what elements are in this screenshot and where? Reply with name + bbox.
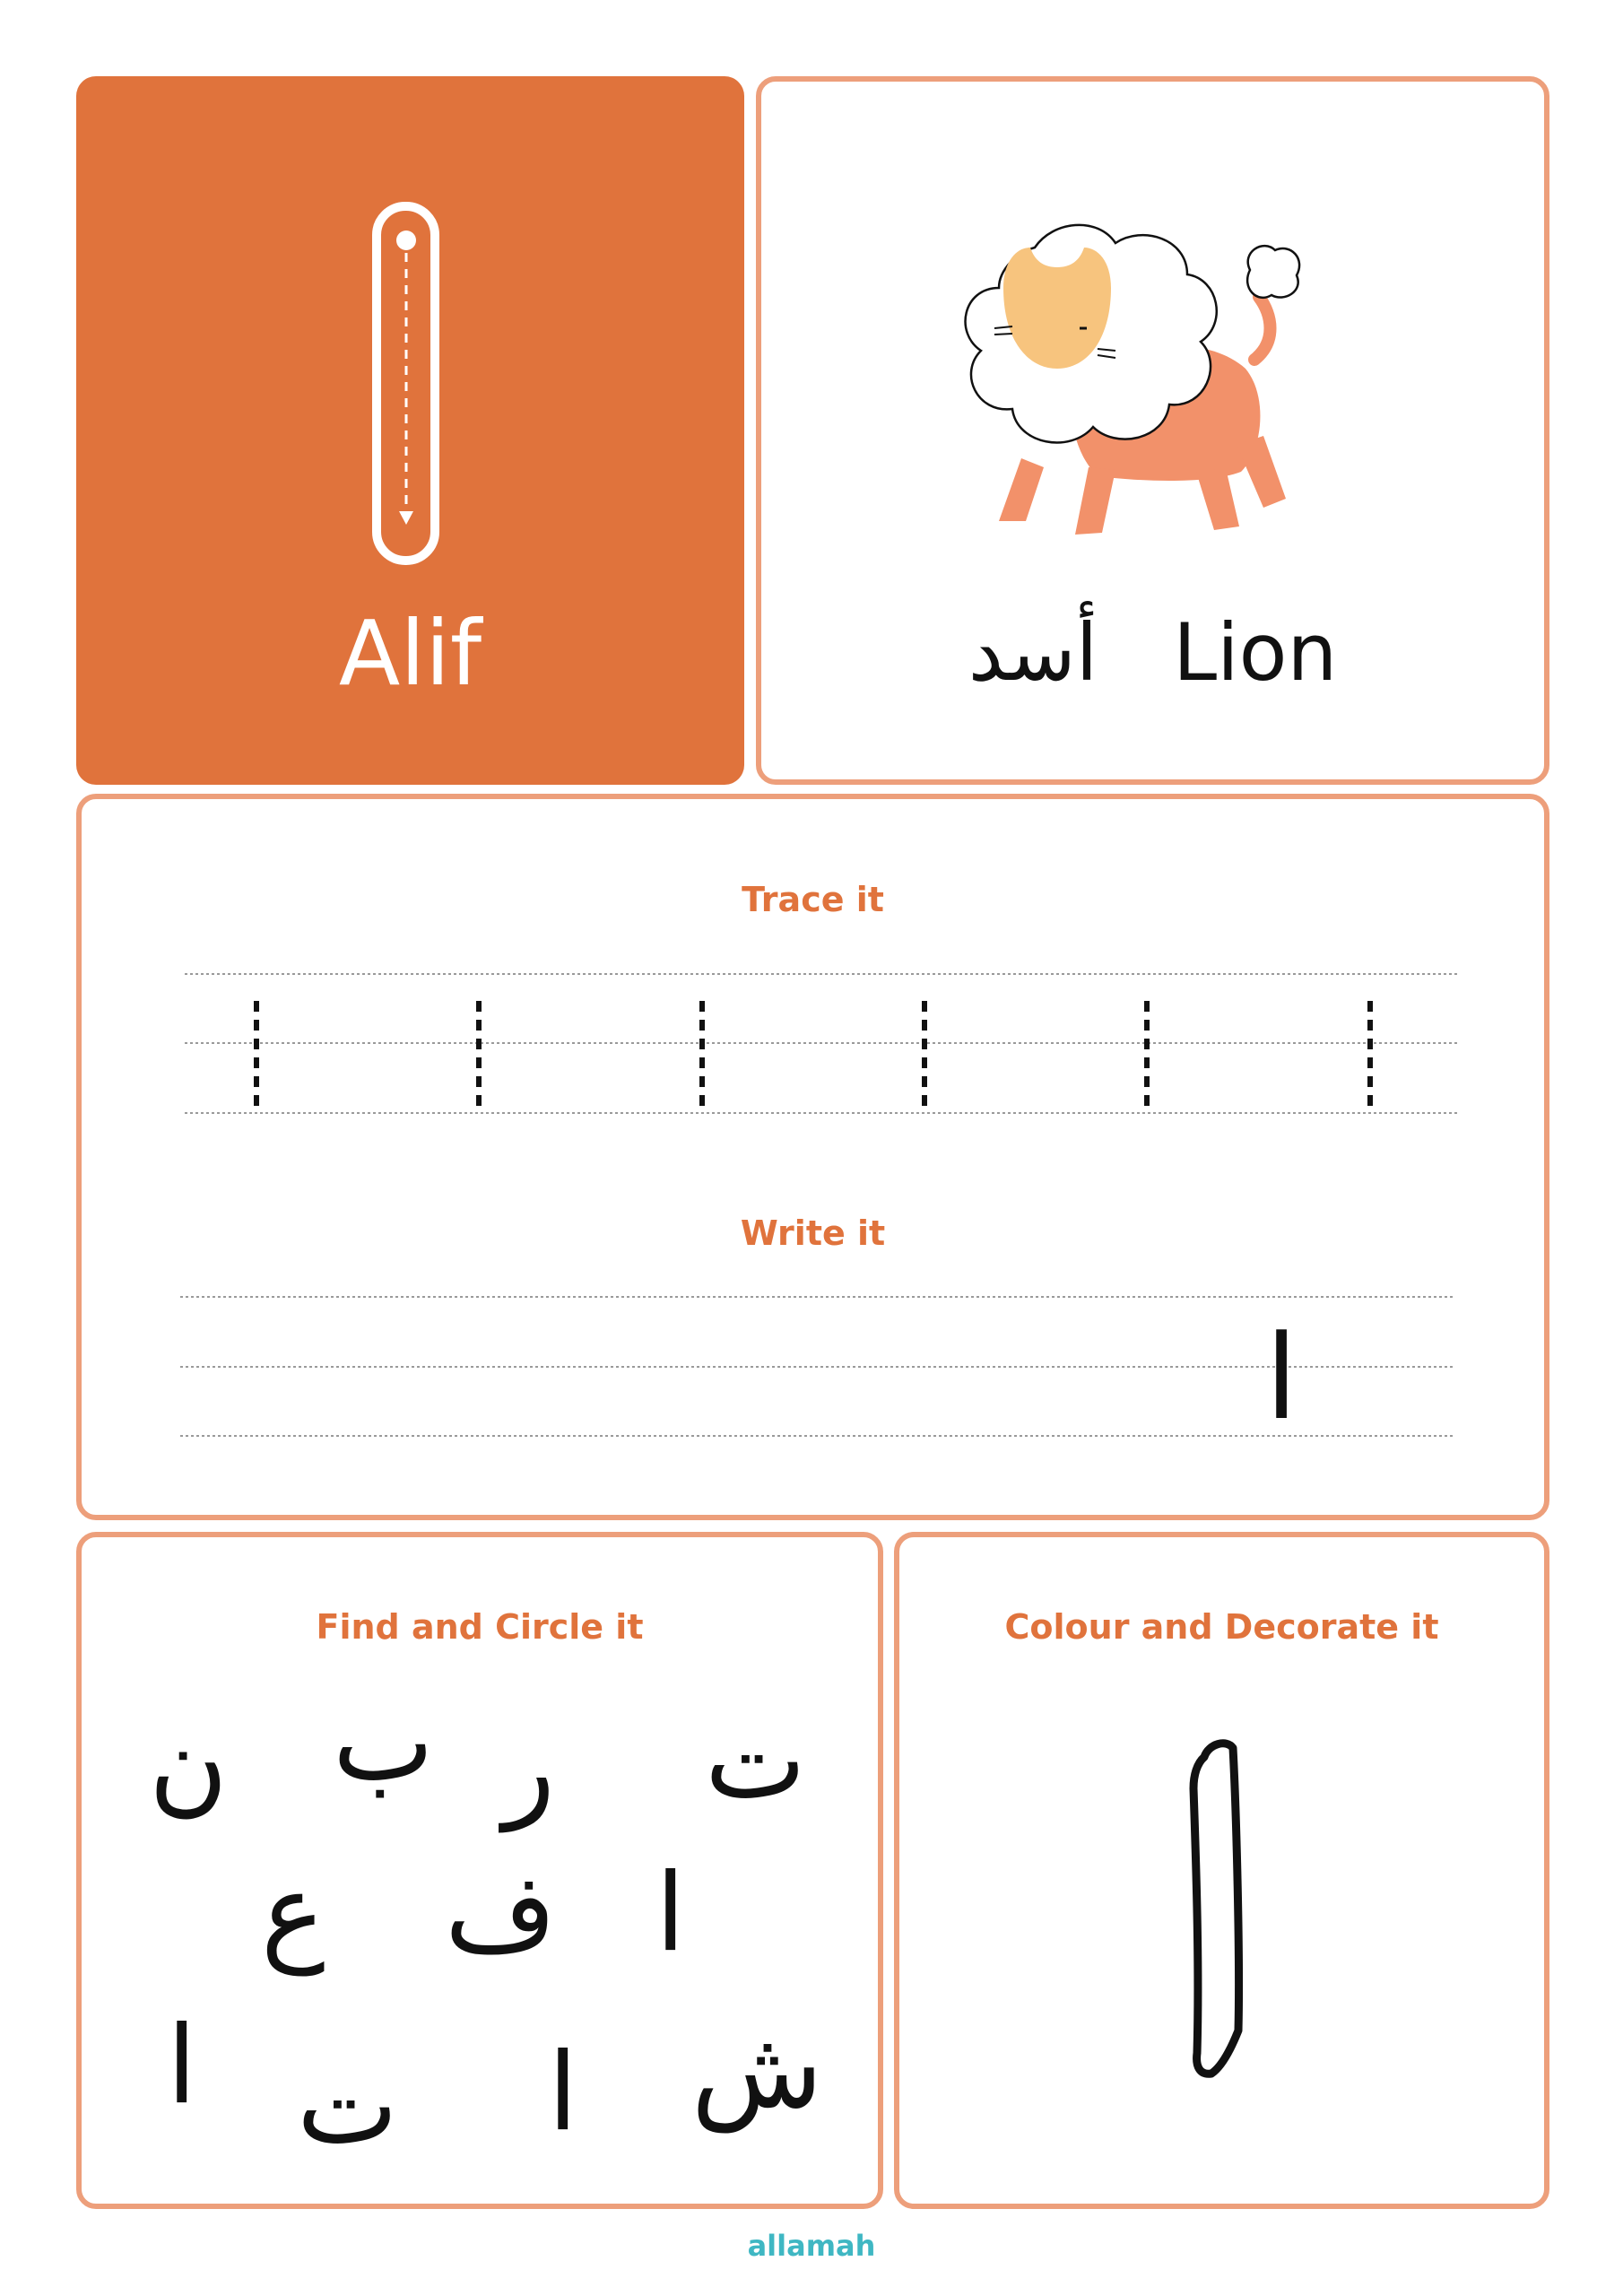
write-lines [180, 1292, 1454, 1445]
find-letter[interactable]: ا [167, 2004, 197, 2128]
arabic-word: أسد [968, 606, 1098, 699]
find-letter[interactable]: ب [333, 1681, 434, 1805]
find-letter[interactable]: ت [705, 1699, 806, 1823]
find-letter[interactable]: ع [261, 1851, 325, 1976]
trace-lines [185, 965, 1458, 1122]
brand-logo: allamah [747, 2229, 876, 2263]
colour-card [894, 1532, 1549, 2209]
find-letter[interactable]: ا [548, 2031, 578, 2155]
practice-card [76, 794, 1549, 1520]
find-heading: Find and Circle it [316, 1607, 644, 1647]
alif-outline-icon [1177, 1735, 1267, 2084]
letter-card [76, 76, 744, 785]
english-word: Lion [1173, 606, 1338, 699]
example-letter: ا [1265, 1309, 1298, 1446]
find-letter[interactable]: ر [503, 1708, 555, 1832]
word-labels [761, 606, 1544, 699]
find-letter[interactable]: ت [297, 2044, 398, 2169]
word-card [756, 76, 1549, 785]
find-letter[interactable]: ا [655, 1851, 686, 1976]
find-letter[interactable]: ن [149, 1703, 229, 1828]
colour-heading: Colour and Decorate it [1004, 1607, 1439, 1647]
letter-name: Alif [338, 601, 482, 706]
find-letter[interactable]: ش [691, 2008, 823, 2133]
find-letter[interactable]: ف [445, 1851, 557, 1976]
lion-illustration [900, 216, 1376, 557]
alif-stroke-guide-icon [368, 197, 448, 574]
find-card [76, 1532, 883, 2209]
trace-heading: Trace it [742, 880, 884, 919]
write-heading: Write it [740, 1213, 886, 1253]
